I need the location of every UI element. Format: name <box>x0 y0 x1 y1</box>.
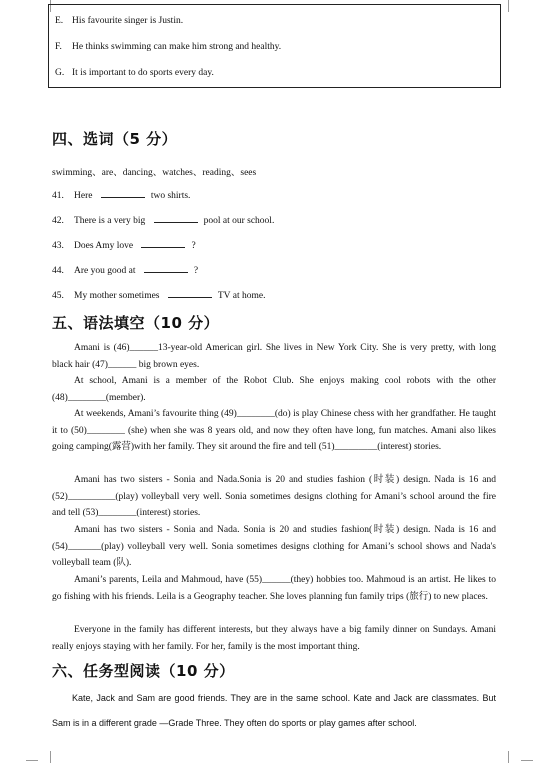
question-41: 41. Here two shirts. <box>52 191 191 201</box>
question-43: 43. Does Amy love ? <box>52 241 196 251</box>
question-44: 44. Are you good at ? <box>52 266 199 276</box>
section-4-heading: 四、选词（5 分） <box>52 130 178 148</box>
grammar-paragraph-1: Amani is (46)______13-year-old American girl. She lives in New York City. She is very pretty, with long black hair (47)______ big brown eyes. <box>52 343 496 370</box>
option-g: G. It is important to do sports every day. <box>55 68 214 78</box>
answer-blank[interactable] <box>101 189 145 198</box>
answer-blank[interactable] <box>141 239 185 248</box>
grammar-paragraph-6: Amani’s parents, Leila and Mahmoud, have (55)______(they) hobbies too. Mahmoud is an artist. He likes to go fishing with his friends. Leila is a Geography teacher. She loves planning fun family trips (旅行) to new places. <box>52 575 496 602</box>
page-corner-mark <box>38 751 51 763</box>
page-corner-mark <box>508 751 521 763</box>
grammar-paragraph-3: At weekends, Amani’s favourite thing (49)________(do) is play Chinese chess with her grandfather. He taught it to (50)________ (she) when she was 8 years old, and now they often have long, fun matches. Amani also likes going camping(露营)with her family. They sit around the fire and tell (51)_________(interest) stories. <box>52 409 496 452</box>
grammar-paragraph-2: At school, Amani is a member of the Robot Club. She enjoys making cool robots with the other (48)________(member). <box>52 376 496 403</box>
page-corner-mark <box>508 0 521 12</box>
answer-blank[interactable] <box>144 264 188 273</box>
word-bank: swimming、are、dancing、watches、reading、sees <box>52 168 257 178</box>
page-corner-mark <box>521 748 533 761</box>
section-6-heading: 六、任务型阅读（10 分） <box>52 662 235 680</box>
option-e: E. His favourite singer is Justin. <box>55 16 184 26</box>
section-5-heading: 五、语法填空（10 分） <box>52 314 220 332</box>
answer-blank[interactable] <box>168 289 212 298</box>
question-42: 42. There is a very big pool at our school. <box>52 216 275 226</box>
grammar-paragraph-5: Amani has two sisters - Sonia and Nada. Sonia is 20 and studies fashion(时装) design. Nada is 16 and (54)_______(play) volleyball very well. Sonia sometimes designs clothing for Amani’s school shows and Nada's volleyball team (队). <box>52 525 496 568</box>
option-f: F. He thinks swimming can make him strong and healthy. <box>55 42 282 52</box>
grammar-paragraph-7: Everyone in the family has different interests, but they always have a big family dinner on Sundays. Amani really enjoys staying with her family. For her, family is the most important thing. <box>52 625 496 652</box>
options-box <box>48 4 501 88</box>
reading-paragraph: Kate, Jack and Sam are good friends. They are in the same school. Kate and Jack are classmates. But Sam is in a different grade —Grade Three. They often do sports or play games after school. <box>52 693 496 728</box>
answer-blank[interactable] <box>154 214 198 223</box>
page-corner-mark <box>26 748 38 761</box>
question-45: 45. My mother sometimes TV at home. <box>52 291 266 301</box>
grammar-paragraph-4: Amani has two sisters - Sonia and Nada.Sonia is 20 and studies fashion (时装) design. Nada is 16 and (52)__________(play) volleyball very well. Sonia sometimes designs clothing for Amani’s school around the fire and tell (53)________(interest) stories. <box>52 475 496 518</box>
